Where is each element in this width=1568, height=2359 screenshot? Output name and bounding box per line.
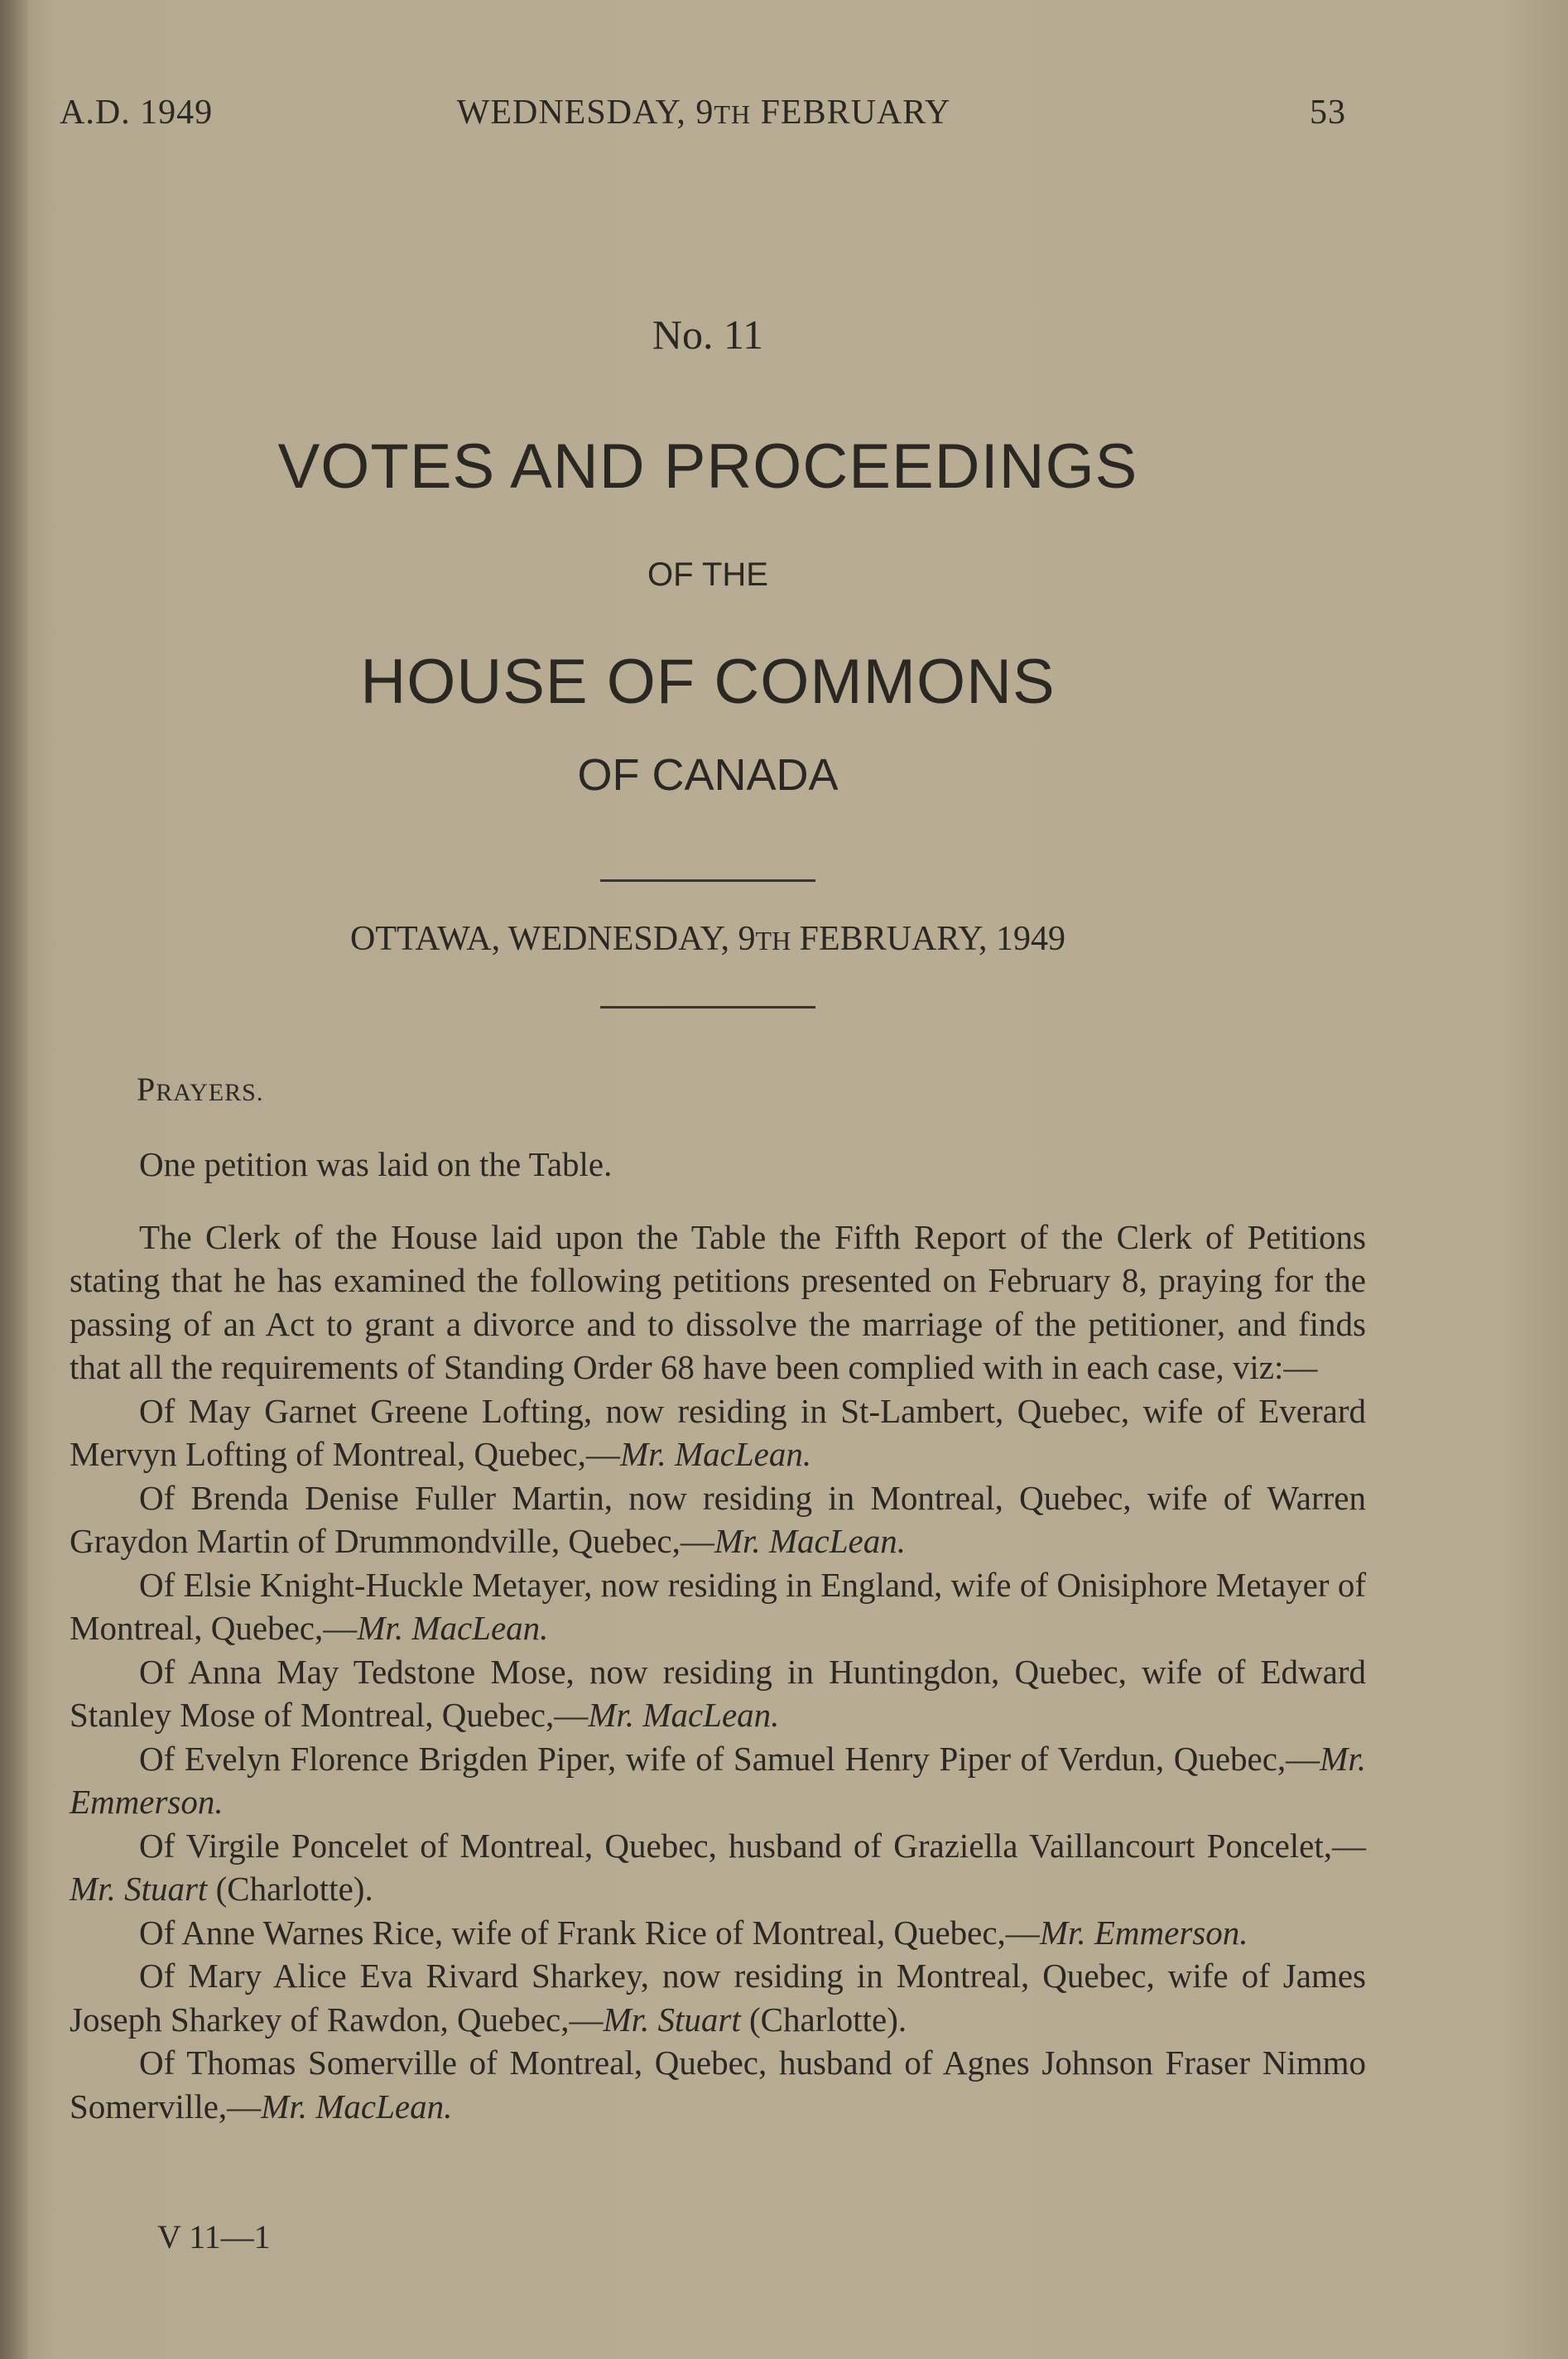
petition-entry (70, 1476, 1366, 1563)
rule-top (600, 879, 815, 882)
dateline-ordinal: TH (755, 926, 791, 956)
petition-entry (70, 1911, 1366, 1955)
petition-text: Of Anna May Tedstone Mose, now residing in Huntingdon, Quebec, wife of Edward Stanley Mose of Montreal, Quebec,— (70, 1652, 1366, 1734)
petition-mover: Mr. MacLean. (261, 2087, 453, 2126)
title-of-canada: OF CANADA (577, 750, 839, 800)
petition-list (70, 1389, 1366, 2129)
dateline-prefix: OTTAWA, WEDNESDAY, 9 (350, 920, 756, 958)
running-head (0, 93, 1568, 142)
petition-text: Of Brenda Denise Fuller Martin, now residing in Montreal, Quebec, wife of Warren Graydon Martin of Drummondville, Quebec,— (70, 1478, 1366, 1560)
petition-entry (70, 1824, 1366, 1911)
prayers-rest: RAYERS. (156, 1079, 264, 1106)
running-head-date (0, 93, 1407, 132)
running-head-year: A.D. 1949 (60, 94, 214, 132)
dateline-suffix: FEBRUARY, 1949 (791, 920, 1065, 958)
running-head-day: WEDNESDAY, 9 (456, 94, 714, 132)
petition-constituency: (Charlotte). (740, 2000, 907, 2039)
petition-text: Of May Garnet Greene Lofting, now residing in St-Lambert, Quebec, wife of Everard Mervyn Lofting of Montreal, Quebec,— (70, 1391, 1366, 1473)
petition-text: Of Virgile Poncelet of Montreal, Quebec, husband of Graziella Vaillancourt Poncelet,— (139, 1826, 1366, 1865)
petition-text: Of Thomas Somerville of Montreal, Quebec, husband of Agnes Johnson Fraser Nimmo Somerville,— (70, 2044, 1366, 2126)
prayers-heading (137, 1070, 263, 1109)
petition-constituency: (Charlotte). (207, 1870, 373, 1908)
petition-mover: Mr. MacLean. (588, 1696, 780, 1734)
petition-mover: Mr. MacLean. (619, 1435, 812, 1473)
petition-entry (70, 1389, 1366, 1476)
dateline (0, 919, 1416, 959)
page-number: 53 (1310, 94, 1346, 132)
petition-mover: Mr. Emmerson. (1039, 1913, 1248, 1952)
running-head-ordinal: TH (714, 99, 752, 129)
petition-mover: Mr. Stuart (70, 1870, 208, 1908)
issue-number: No. 11 (652, 311, 764, 358)
petition-mover: Mr. MacLean. (357, 1609, 549, 1647)
petition-text: Of Anne Warnes Rice, wife of Frank Rice of Montreal, Quebec,— (139, 1913, 1040, 1952)
petition-entry (70, 2041, 1366, 2128)
petition-text: Of Elsie Knight-Huckle Metayer, now residing in England, wife of Onisiphore Metayer of Montreal, Quebec,— (70, 1565, 1366, 1647)
petition-mover: Mr. MacLean. (714, 1522, 906, 1560)
petition-entry (70, 1563, 1366, 1650)
petition-mover: Mr. Emmerson. (70, 1739, 1366, 1821)
rule-bottom (600, 1006, 815, 1009)
prayers-initial: P (137, 1071, 156, 1108)
title-house-of-commons: HOUSE OF COMMONS (360, 647, 1056, 717)
title-of-the: OF THE (647, 556, 768, 593)
petition-text: Of Evelyn Florence Brigden Piper, wife of Samuel Henry Piper of Verdun, Quebec,— (139, 1739, 1320, 1778)
petition-entry (70, 1954, 1366, 2041)
petition-laid-paragraph: One petition was laid on the Table. (139, 1145, 613, 1183)
running-head-month: FEBRUARY (751, 94, 951, 132)
proceedings-body (70, 1143, 1366, 2128)
petition-text: Of Mary Alice Eva Rivard Sharkey, now residing in Montreal, Quebec, wife of James Joseph Sharkey of Rawdon, Quebec,— (70, 1957, 1366, 2039)
signature-mark: V 11—1 (157, 2218, 271, 2255)
title-votes-and-proceedings: VOTES AND PROCEEDINGS (277, 431, 1138, 502)
petition-entry (70, 1737, 1366, 1824)
petition-mover: Mr. Stuart (603, 2000, 741, 2039)
petition-entry (70, 1650, 1366, 1737)
clerk-report-paragraph: The Clerk of the House laid upon the Table the Fifth Report of the Clerk of Petitions stating that he has examined the following petitions presented on February 8, praying for the passing of an Act to grant a divorce and to dissolve the marriage of the petitioner, and finds that all the requirements of Standing Order 68 have been complied with in each case, viz:— (70, 1217, 1366, 1386)
